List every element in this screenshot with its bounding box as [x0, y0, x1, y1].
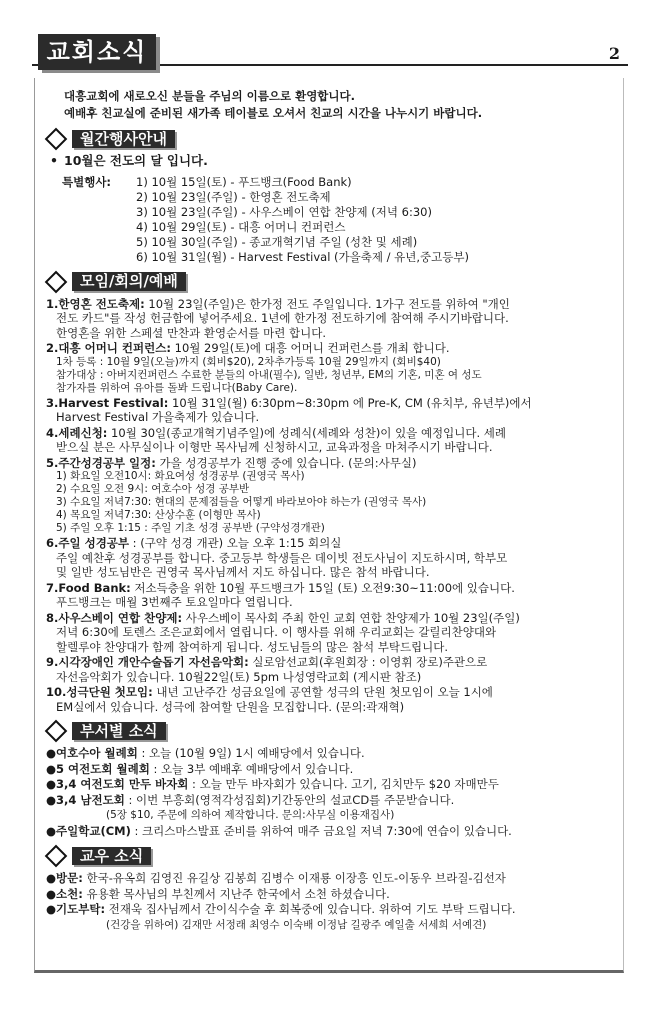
special-events-list: [136, 175, 469, 265]
department-news-item-label: ●5 여전도회 월례회: [46, 761, 150, 776]
department-news-item-line: [46, 777, 622, 793]
special-event-item: 1) 10월 15일(토) - 푸드뱅크(Food Bank): [136, 174, 352, 189]
meeting-text: 10월 29일(토)에 대흥 어머니 컨퍼런스를 개최 합니다.: [170, 341, 450, 355]
meeting-first-line: [46, 396, 622, 411]
department-news-item: [46, 777, 622, 793]
department-news-item-label: ●3,4 여전도회 만두 바자회: [46, 777, 189, 791]
meeting-heading: 8.사우스베이 연합 찬양제:: [46, 610, 183, 625]
meeting-text-line: 자선음악회가 있습니다. 10월22일(토) 5pm 나성영락교회 (게시판 참조): [56, 669, 422, 684]
member-news-item-text: 한국-유옥희 김영진 유길상 김봉희 김병수 이재룡 이장흥 인도-이동우 브라질-김선자: [82, 871, 506, 885]
bullet-icon: •: [50, 153, 58, 168]
special-events-label: 특별행사:: [62, 174, 112, 189]
member-news-item-line: [46, 902, 622, 918]
meeting-item: [46, 297, 622, 341]
meeting-heading: 3.Harvest Festival:: [46, 395, 169, 410]
meeting-text-line: 전도 카드"를 작성 헌금함에 넣어주세요. 1년에 한가정 전도하기에 참여해 주시기바랍니다.: [56, 311, 509, 325]
department-news-item-text: : 크리스마스발표 준비를 위하여 매주 금요일 저녁 7:30에 연습이 있습니다.: [130, 823, 512, 838]
department-news-item-label: ●여호수아 월례회: [46, 746, 138, 760]
department-news-item-line: [46, 824, 622, 840]
member-news-list: [46, 871, 622, 933]
department-news-item-subtext: (5장 $10, 주문에 의하여 제작합니다. 문의:사무실 이용재집사): [106, 809, 395, 821]
meeting-item: [46, 536, 622, 580]
meeting-first-line: [46, 297, 622, 312]
section-member-news: [44, 845, 622, 867]
meeting-item: [46, 685, 622, 714]
department-news-item-text: : 이번 부흥회(영적각성집회)기간동안의 설교CD를 주문받습니다.: [124, 792, 455, 807]
meeting-text-line: 푸드뱅크는 매월 3번째주 토요일마다 열립니다.: [56, 595, 293, 609]
meeting-first-line: [46, 655, 622, 670]
department-news-item: [46, 762, 622, 778]
meeting-first-line: [46, 456, 622, 471]
meeting-text: : (구약 성경 개관) 오늘 오후 1:15 회의실: [129, 536, 342, 550]
meeting-heading: 10.성극단원 첫모임:: [46, 685, 153, 699]
member-news-item: [46, 871, 622, 887]
page-number: 2: [608, 44, 620, 63]
meeting-heading: 7.Food Bank:: [46, 580, 131, 595]
meeting-first-line: [46, 341, 622, 356]
meeting-heading: 1.한영혼 전도축제:: [46, 296, 145, 311]
meeting-text-line: 한영혼을 위한 스페셜 만찬과 환영순서를 마련 합니다.: [56, 325, 326, 340]
department-news-item: [46, 824, 622, 840]
meeting-first-line: [46, 426, 622, 441]
meeting-text-line: 주일 예찬후 성경공부를 합니다. 중고등부 학생들은 데이빗 전도사님이 지도하시며, 학부모: [56, 550, 508, 565]
meeting-item: [46, 341, 622, 395]
welcome-text: [64, 88, 622, 122]
meeting-item: [46, 396, 622, 425]
meeting-first-line: [46, 685, 622, 700]
special-event-item: 2) 10월 23일(주일) - 한영혼 전도축제: [136, 189, 331, 204]
member-news-item: [46, 902, 622, 933]
meeting-text: 사우스베이 목사회 주최 한인 교회 연합 찬양제가 10월 23일(주일): [182, 610, 520, 625]
meeting-heading: 6.주일 성경공부: [46, 536, 130, 550]
department-news-item-text: : 오늘 (10월 9일) 1시 예배당에서 있습니다.: [137, 746, 365, 760]
meeting-first-line: [46, 581, 622, 596]
special-event-item: 3) 10월 23일(주일) - 사우스베이 연합 찬양제 (저녁 6:30): [136, 204, 432, 219]
department-news-item-line: [46, 762, 622, 778]
meeting-item: [46, 581, 622, 610]
bulletin-content: [46, 88, 622, 933]
department-news-item-label: ●3,4 남전도회: [46, 792, 125, 807]
meeting-detail-line: 5) 주일 오후 1:15 : 주일 기초 성경 공부반 (구약성경개관): [56, 522, 325, 534]
department-news-item-text: : 오늘 만두 바자회가 있습니다. 고기, 김치만두 $20 자매만두: [188, 777, 499, 791]
section-department-news: [44, 720, 622, 742]
meeting-heading: 9.시각장애인 개안수술돕기 자선음악회:: [46, 655, 249, 669]
member-news-item-text: 유용환 목사님의 부친께서 지난주 한국에서 소천 하셨습니다.: [82, 886, 390, 901]
department-news-list: [46, 746, 622, 839]
diamond-icon: [45, 845, 68, 868]
month-theme: [50, 154, 622, 169]
meeting-heading: 4.세례신청:: [46, 425, 108, 440]
meeting-text: 10월 30일(종교개혁기념주일)에 성례식(세례와 성찬)이 있을 예정입니다. 세례: [107, 425, 507, 440]
meeting-item: [46, 426, 622, 455]
section-title: 부서별 소식: [72, 722, 166, 741]
department-news-item: [46, 793, 622, 824]
meetings-list: [46, 297, 622, 715]
meeting-text: 10월 31일(월) 6:30pm~8:30pm 에 Pre-K, CM (유치부, 유년부)에서: [168, 395, 532, 410]
special-event-item: 6) 10월 31일(월) - Harvest Festival (가을축제 / 유년,중고등부): [136, 249, 469, 264]
meeting-detail-line: 참가대상 : 아버지컨퍼런스 수료한 분들의 아내(필수), 일반, 청년부, EM의 기혼, 미혼 여 성도: [56, 368, 482, 381]
meeting-detail-line: 4) 목요일 저녁7:30: 산상수훈 (이형만 목사): [56, 509, 261, 521]
meeting-detail-line: 2) 수요일 오전 9시: 여호수아 성경 공부반: [56, 483, 250, 495]
member-news-item-text: 전재욱 집사님께서 간이식수술 후 회복중에 있습니다. 위하여 기도 부탁 드립니다.: [105, 902, 516, 916]
meeting-first-line: [46, 611, 622, 626]
meeting-text-line: 받으실 분은 사무실이나 이형만 목사님께 신청하시고, 교육과정을 마쳐주시기 바랍니다.: [56, 440, 493, 454]
member-news-item-line: [46, 871, 622, 887]
meeting-detail-line: 1) 화요일 오전10시: 화요여성 성경공부 (권영국 목사): [56, 470, 305, 482]
department-news-item: [46, 746, 622, 762]
month-theme-text: 10월은 전도의 달 입니다.: [64, 153, 208, 168]
special-event-item: 4) 10월 29일(토) - 대흥 어머니 컨퍼런스: [136, 219, 346, 234]
member-news-item-label: ●방문:: [46, 871, 83, 885]
welcome-line: 예배후 친교실에 준비된 새가족 테이블로 오셔서 친교의 시간을 나누시기 바랍니다.: [64, 106, 483, 120]
section-title: 모임/회의/예배: [72, 272, 186, 291]
special-event-item: 5) 10월 30일(주일) - 종교개혁기념 주일 (성찬 및 세례): [136, 234, 418, 249]
section-title: 교우 소식: [72, 847, 151, 866]
meeting-text-line: 할렐루야 찬양대가 함께 참여하게 됩니다. 성도님들의 많은 참석 부탁드립니다.: [56, 639, 449, 654]
meeting-heading: 5.주간성경공부 일정:: [46, 455, 156, 470]
meeting-detail-line: 1차 등록 : 10월 9일(오늘)까지 (회비$20), 2차추가등록 10월 29일까지 (회비$40): [56, 355, 441, 368]
member-news-item-subtext: (건강을 위하여) 김재만 서정래 최영수 이숙배 이정남 길광주 예일출 서세희 서예견): [106, 918, 487, 931]
section-monthly-events: [44, 128, 622, 150]
meeting-text: 저소득층을 위한 10월 푸드뱅크가 15일 (토) 오전9:30~11:00에 있습니다.: [130, 580, 515, 595]
meeting-text: 가을 성경공부가 진행 중에 있습니다. (문의:사무실): [155, 455, 417, 470]
section-meetings: [44, 271, 622, 293]
member-news-item: [46, 887, 622, 903]
page-title: 교회소식: [38, 34, 156, 70]
meeting-item: [46, 655, 622, 684]
meeting-first-line: [46, 536, 622, 551]
member-news-item-label: ●기도부탁:: [46, 902, 106, 916]
member-news-item-line: [46, 887, 622, 903]
diamond-icon: [45, 270, 68, 293]
welcome-line: 대흥교회에 새로오신 분들을 주님의 이름으로 환영합니다.: [64, 89, 356, 103]
meeting-text-line: EM실에서 있습니다. 성극에 참여할 단원을 모집합니다. (문의:곽재혁): [56, 699, 405, 714]
meeting-detail-line: 참가자를 위하여 유아를 돌봐 드립니다(Baby Care).: [56, 381, 298, 394]
department-news-item-label: ●주일학교(CM): [46, 823, 131, 838]
meeting-text-line: 저녁 6:30에 토렌스 조은교회에서 열립니다. 이 행사를 위해 우리교회는 갈릴리찬양대와: [56, 625, 497, 639]
meeting-text-line: Harvest Festival 가을축제가 있습니다.: [56, 410, 260, 424]
diamond-icon: [45, 720, 68, 743]
department-news-item-line: [46, 746, 622, 762]
meeting-text: 10월 23일(주일)은 한가정 전도 주일입니다. 1가구 전도를 위하여 "개인: [144, 296, 510, 311]
department-news-item-text: : 오늘 3부 예배후 예배당에서 있습니다.: [149, 761, 354, 776]
section-title: 월간행사안내: [72, 130, 175, 149]
meeting-detail-line: 3) 수요일 저녁7:30: 현대의 문제점들을 어떻게 바라보아야 하는가 (권영국 목사): [56, 496, 427, 508]
member-news-item-label: ●소천:: [46, 886, 83, 901]
meeting-text: 실로암선교회(후원회장 : 이영휘 장로)주관으로: [248, 655, 488, 669]
department-news-item-line: [46, 793, 622, 809]
meeting-item: [46, 456, 622, 536]
meeting-item: [46, 611, 622, 655]
diamond-icon: [45, 128, 68, 151]
special-events: [62, 175, 622, 265]
meeting-heading: 2.대흥 어머니 컨퍼런스:: [46, 341, 171, 355]
meeting-text: 내년 고난주간 성금요일에 공연할 성극의 단원 첫모임이 오늘 1시에: [152, 685, 493, 699]
meeting-text-line: 및 일반 성도님반은 권영국 목사님께서 지도 하십니다. 많은 참석 바랍니다.: [56, 565, 430, 579]
